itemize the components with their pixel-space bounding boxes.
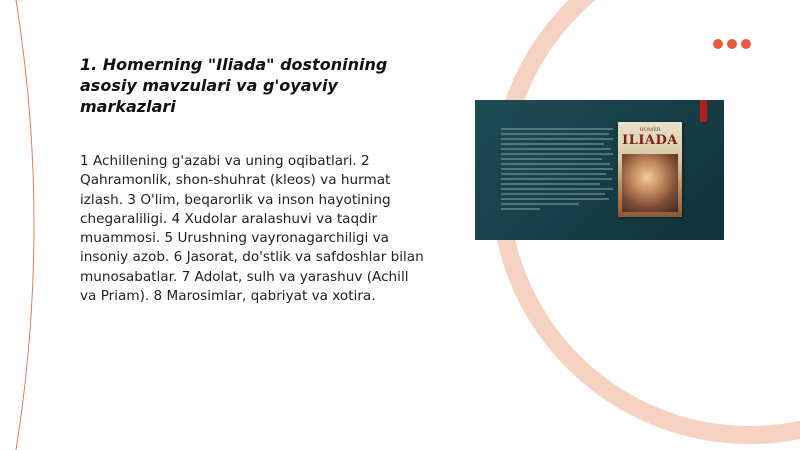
thin-curve-line (16, 0, 34, 450)
dot-icon (713, 39, 723, 49)
cover-illustration (622, 154, 678, 212)
bookmark-ribbon (700, 100, 707, 122)
slide-title: 1. Homerning "Iliada" dostonining asosiy mavzulari va g'oyaviy markazlari (80, 55, 388, 116)
book-title: ILIADA (622, 133, 678, 148)
slide-body-text: 1 Achillening g'azabi va uning oqibatlari. 2 Qahramonlik, shon-shuhrat (kleos) va hurmat izlash. 3 O'lim, beqarorlik va inson hayotining chegaraliligi. 4 Xudolar aralashuvi va taqdir muammosi. 5 Urushning vayronagarchiligi va insoniy azob. 6 Jasorat, do'stlik va safdoshlar bilan munosabatlar. 7 Adolat, sulh va yarashuv (Achill va Priam). 8 Marosimlar, qabriyat va xotira. (80, 153, 424, 305)
book-cover (618, 122, 682, 217)
decorative-dots (713, 39, 751, 49)
book-cover-image (475, 100, 724, 240)
dot-icon (727, 39, 737, 49)
book-author: HOMER (639, 127, 661, 133)
blurred-text-block (501, 128, 613, 213)
dot-icon (741, 39, 751, 49)
